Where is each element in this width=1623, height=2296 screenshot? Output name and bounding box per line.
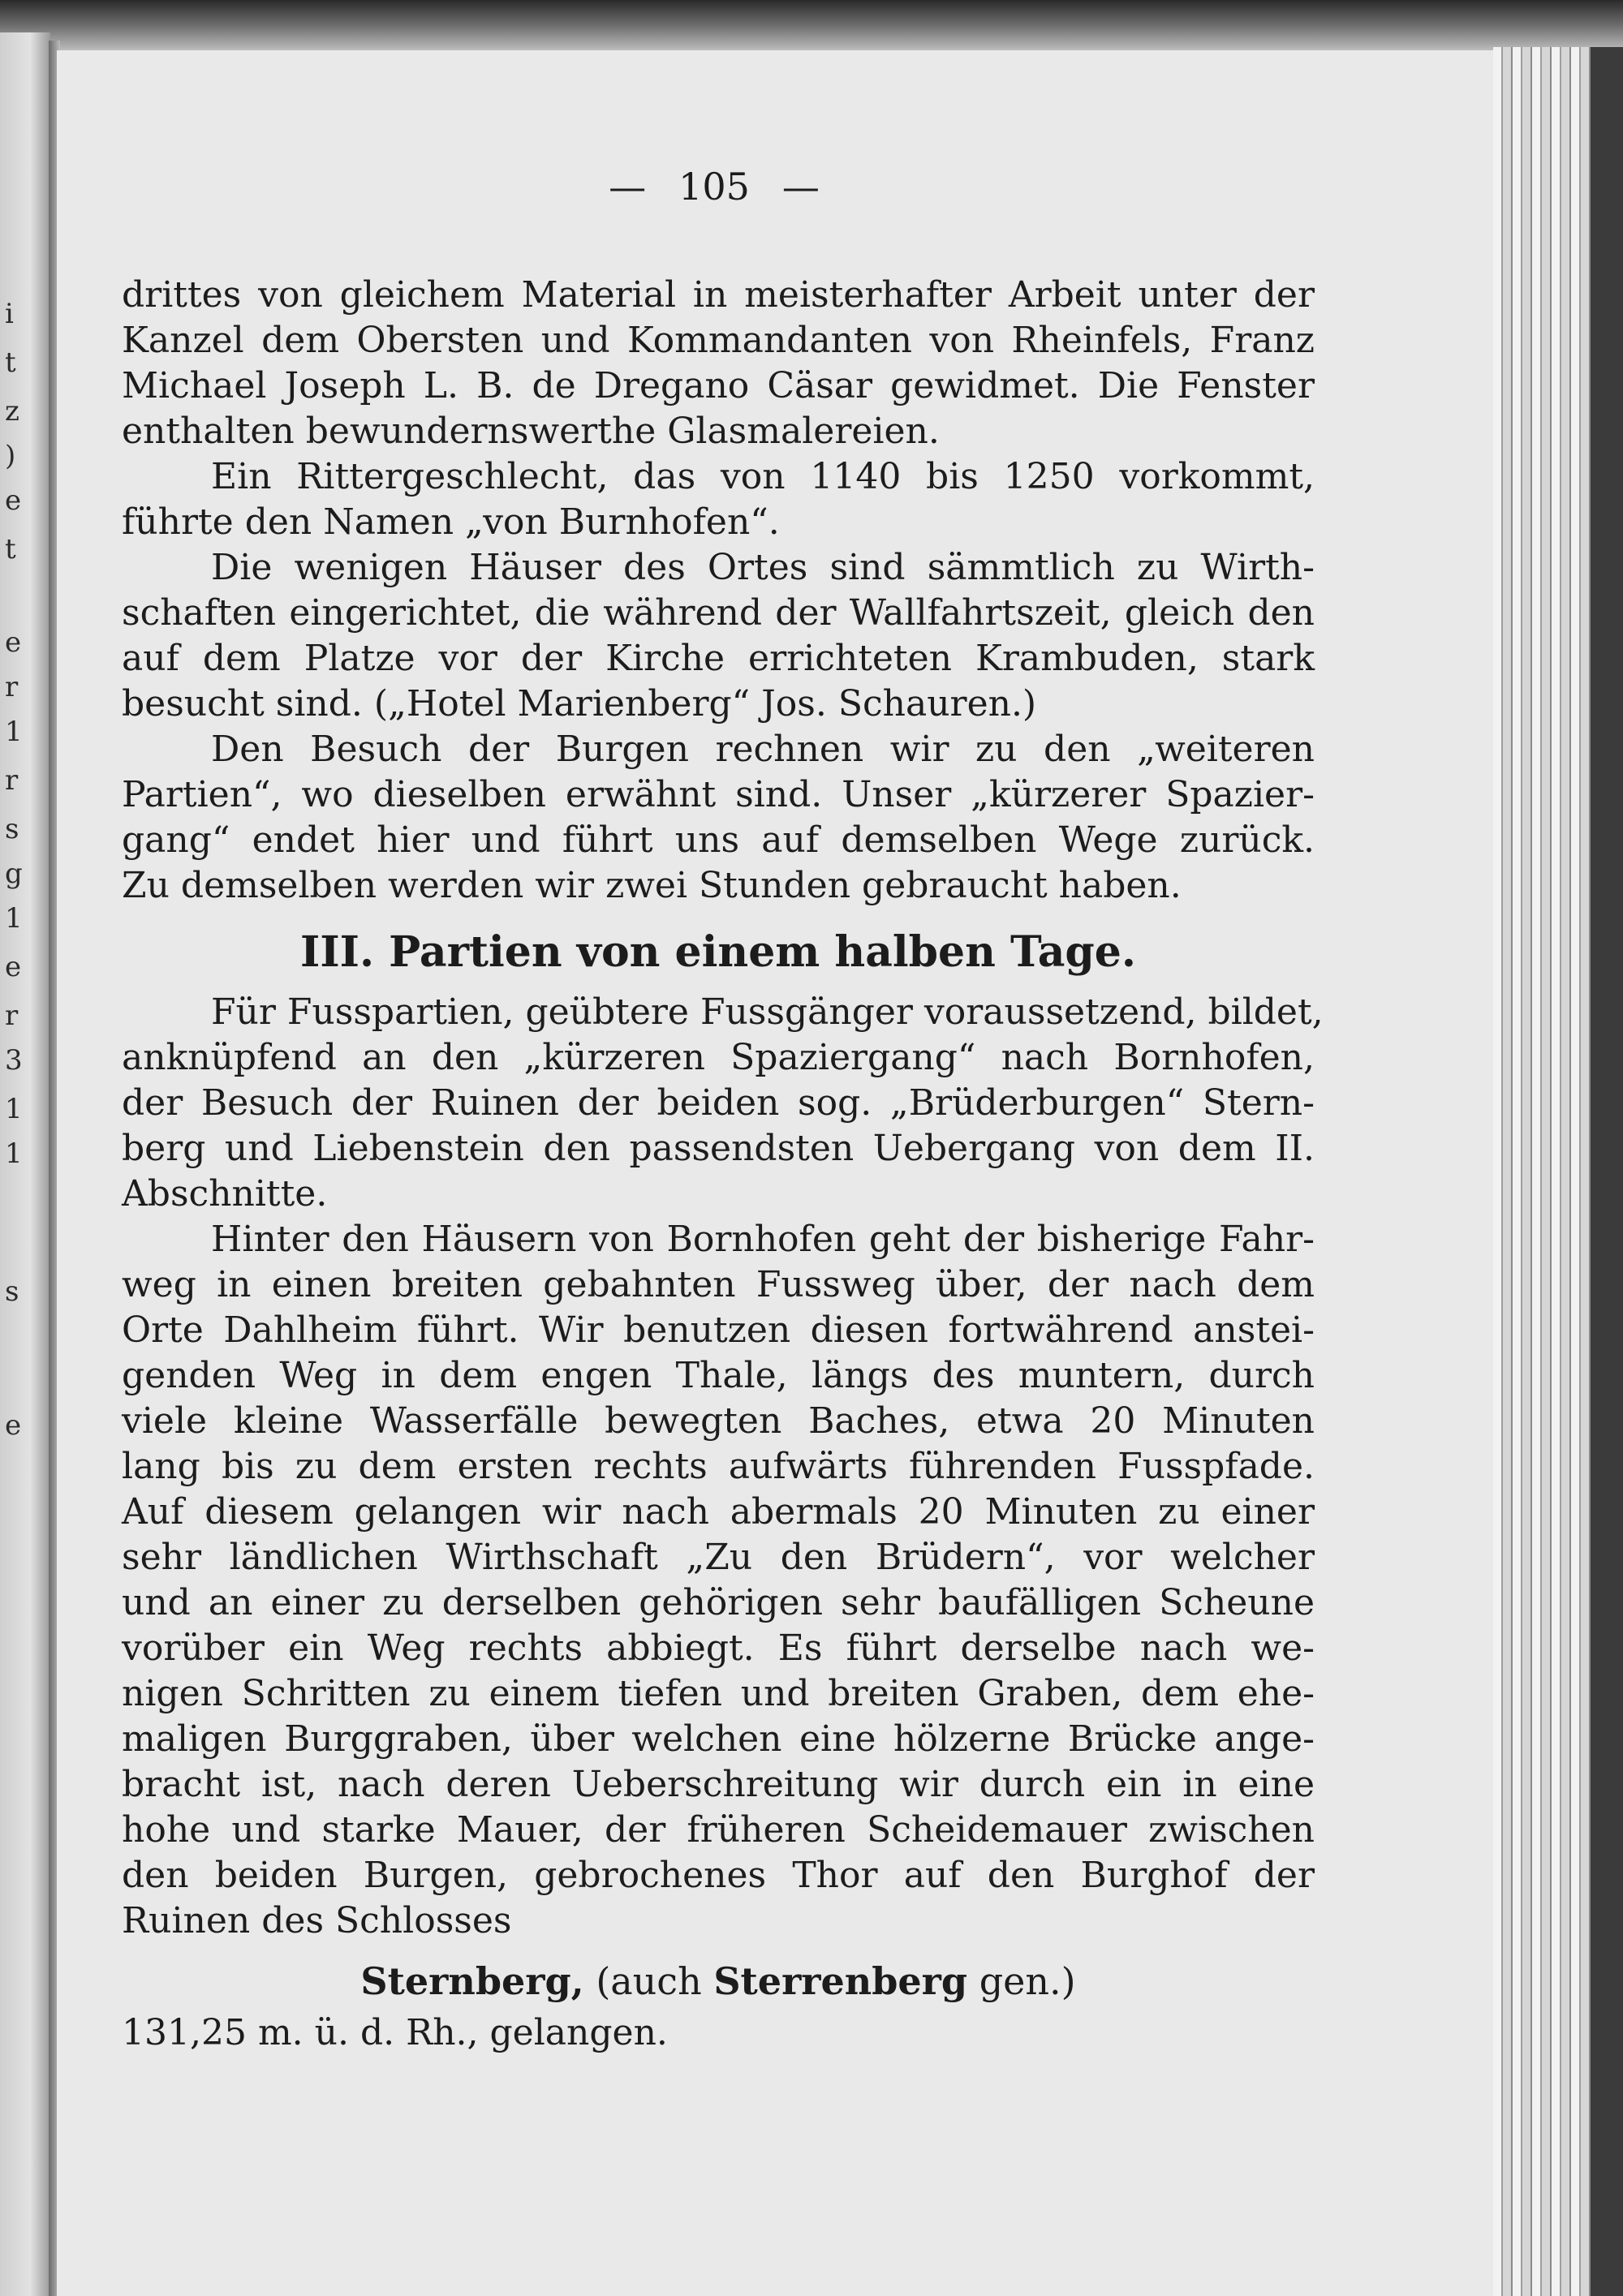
facing-page-fragment: r [5,1000,19,1032]
facing-page-fragment: e [5,1409,22,1442]
text-line: Kanzel dem Obersten und Kommandanten von Rheinfels, Franz [122,320,1315,361]
text-line: Den Besuch der Burgen rechnen wir zu den „weiteren [211,729,1315,770]
facing-page-fragment: z [5,395,19,428]
facing-page-fragment: t [5,346,16,379]
text-line: Ein Rittergeschlecht, das von 1140 bis 1250 vorkommt, [211,456,1315,497]
page-number [0,162,1428,211]
text-line: und an einer zu derselben gehörigen sehr baufälligen Scheune [122,1582,1315,1623]
text-line: der Besuch der Ruinen der beiden sog. „Brüderburgen“ Stern- [122,1082,1315,1124]
page-number-dash-left: — [609,165,647,209]
text-line: drittes von gleichem Material in meisterhafter Arbeit unter der [122,274,1315,316]
text-line: lang bis zu dem ersten rechts aufwärts führenden Fusspfade. [122,1446,1315,1487]
section-heading: III. Partien von einem halben Tage. [300,927,1136,977]
text-line: weg in einen breiten gebahnten Fussweg über, der nach dem [122,1264,1315,1305]
text-line: anknüpfend an den „kürzeren Spaziergang“ nach Bornhofen, [122,1037,1315,1078]
facing-page-fragment: 3 [5,1044,23,1077]
text-line: hohe und starke Mauer, der früheren Scheidemauer zwischen [122,1809,1315,1851]
text-line: schaften eingerichtet, die während der Wallfahrtszeit, gleich den [122,592,1315,634]
text-line: Die wenigen Häuser des Ortes sind sämmtlich zu Wirth- [211,547,1315,588]
facing-page-fragment: 1 [5,716,23,748]
facing-page-fragment: r [5,764,19,797]
text-line: den beiden Burgen, gebrochenes Thor auf den Burghof der [122,1855,1315,1896]
facing-page-fragment: s [5,1275,19,1308]
text-line: viele kleine Wasserfälle bewegten Baches, etwa 20 Minuten [122,1400,1315,1442]
text-line: genden Weg in dem engen Thale, längs des muntern, durch [122,1355,1315,1396]
text-line: Für Fusspartien, geübtere Fussgänger voraussetzend, bildet, [211,991,1324,1033]
text-line: Hinter den Häusern von Bornhofen geht der bisherige Fahr- [211,1219,1315,1260]
text-line: maligen Burggraben, über welchen eine hölzerne Brücke ange- [122,1718,1315,1760]
text-line: Abschnitte. [122,1173,328,1215]
facing-page-fragment: g [5,858,23,890]
text-line: besucht sind. („Hotel Marienberg“ Jos. Schauren.) [122,683,1037,724]
text-line: sehr ländlichen Wirthschaft „Zu den Brüdern“, vor welcher [122,1537,1315,1578]
subheading-alt-name: Sterrenberg [713,1959,968,2003]
text-line: Partien“, wo dieselben erwähnt sind. Unser „kürzerer Spazier- [122,774,1315,815]
page-number-dash-right: — [781,165,820,209]
facing-page-fragment: i [5,298,14,330]
final-line: 131,25 m. ü. d. Rh., gelangen. [122,2012,668,2053]
text-line: führte den Namen „von Burnhofen“. [122,501,780,543]
facing-page-fragment: 1 [5,1137,23,1170]
facing-page-fragment: r [5,671,19,703]
subheading-middle: (auch [596,1959,702,2003]
facing-page-fragment: e [5,951,22,983]
scan-right-edge [1591,47,1623,2296]
text-line: Michael Joseph L. B. de Dregano Cäsar gewidmet. Die Fenster [122,365,1315,406]
text-section-partien [122,990,1324,1944]
text-line: enthalten bewundernswerthe Glasmalereien. [122,411,940,452]
subheading-end: gen.) [979,1959,1076,2003]
facing-page-fragment: e [5,626,22,659]
text-line: bracht ist, nach deren Ueberschreitung wir durch ein in eine [122,1764,1315,1805]
facing-page-fragment: e [5,484,22,517]
text-line: Zu demselben werden wir zwei Stunden gebraucht haben. [122,865,1182,906]
subheading-name: Sternberg, [360,1959,584,2003]
facing-page-fragment: s [5,813,19,845]
facing-page-fragment: 1 [5,902,23,935]
text-line: auf dem Platze vor der Kirche errichteten Krambuden, stark [122,638,1315,679]
text-section-burnhofen [122,273,1315,909]
text-line: vorüber ein Weg rechts abbiegt. Es führt derselbe nach we- [122,1627,1315,1669]
page-body [122,273,1324,2056]
subheading-sternberg [122,1958,1315,2010]
facing-page-fragment: t [5,533,16,565]
text-line: Auf diesem gelangen wir nach abermals 20 Minuten zu einer [122,1491,1315,1533]
text-line: Orte Dahlheim führt. Wir benutzen diesen fortwährend anstei- [122,1309,1315,1351]
text-line: berg und Liebenstein den passendsten Uebergang von dem II. [122,1128,1315,1169]
facing-page-fragment: 1 [5,1093,23,1125]
text-line: Ruinen des Schlosses [122,1900,512,1941]
text-line: gang“ endet hier und führt uns auf demselben Wege zurück. [122,819,1315,861]
text-line: nigen Schritten zu einem tiefen und breiten Graben, dem ehe- [122,1673,1315,1714]
page-number-value: 105 [678,165,750,209]
facing-page-fragment: ) [5,440,16,472]
facing-page-edge [0,32,50,2296]
